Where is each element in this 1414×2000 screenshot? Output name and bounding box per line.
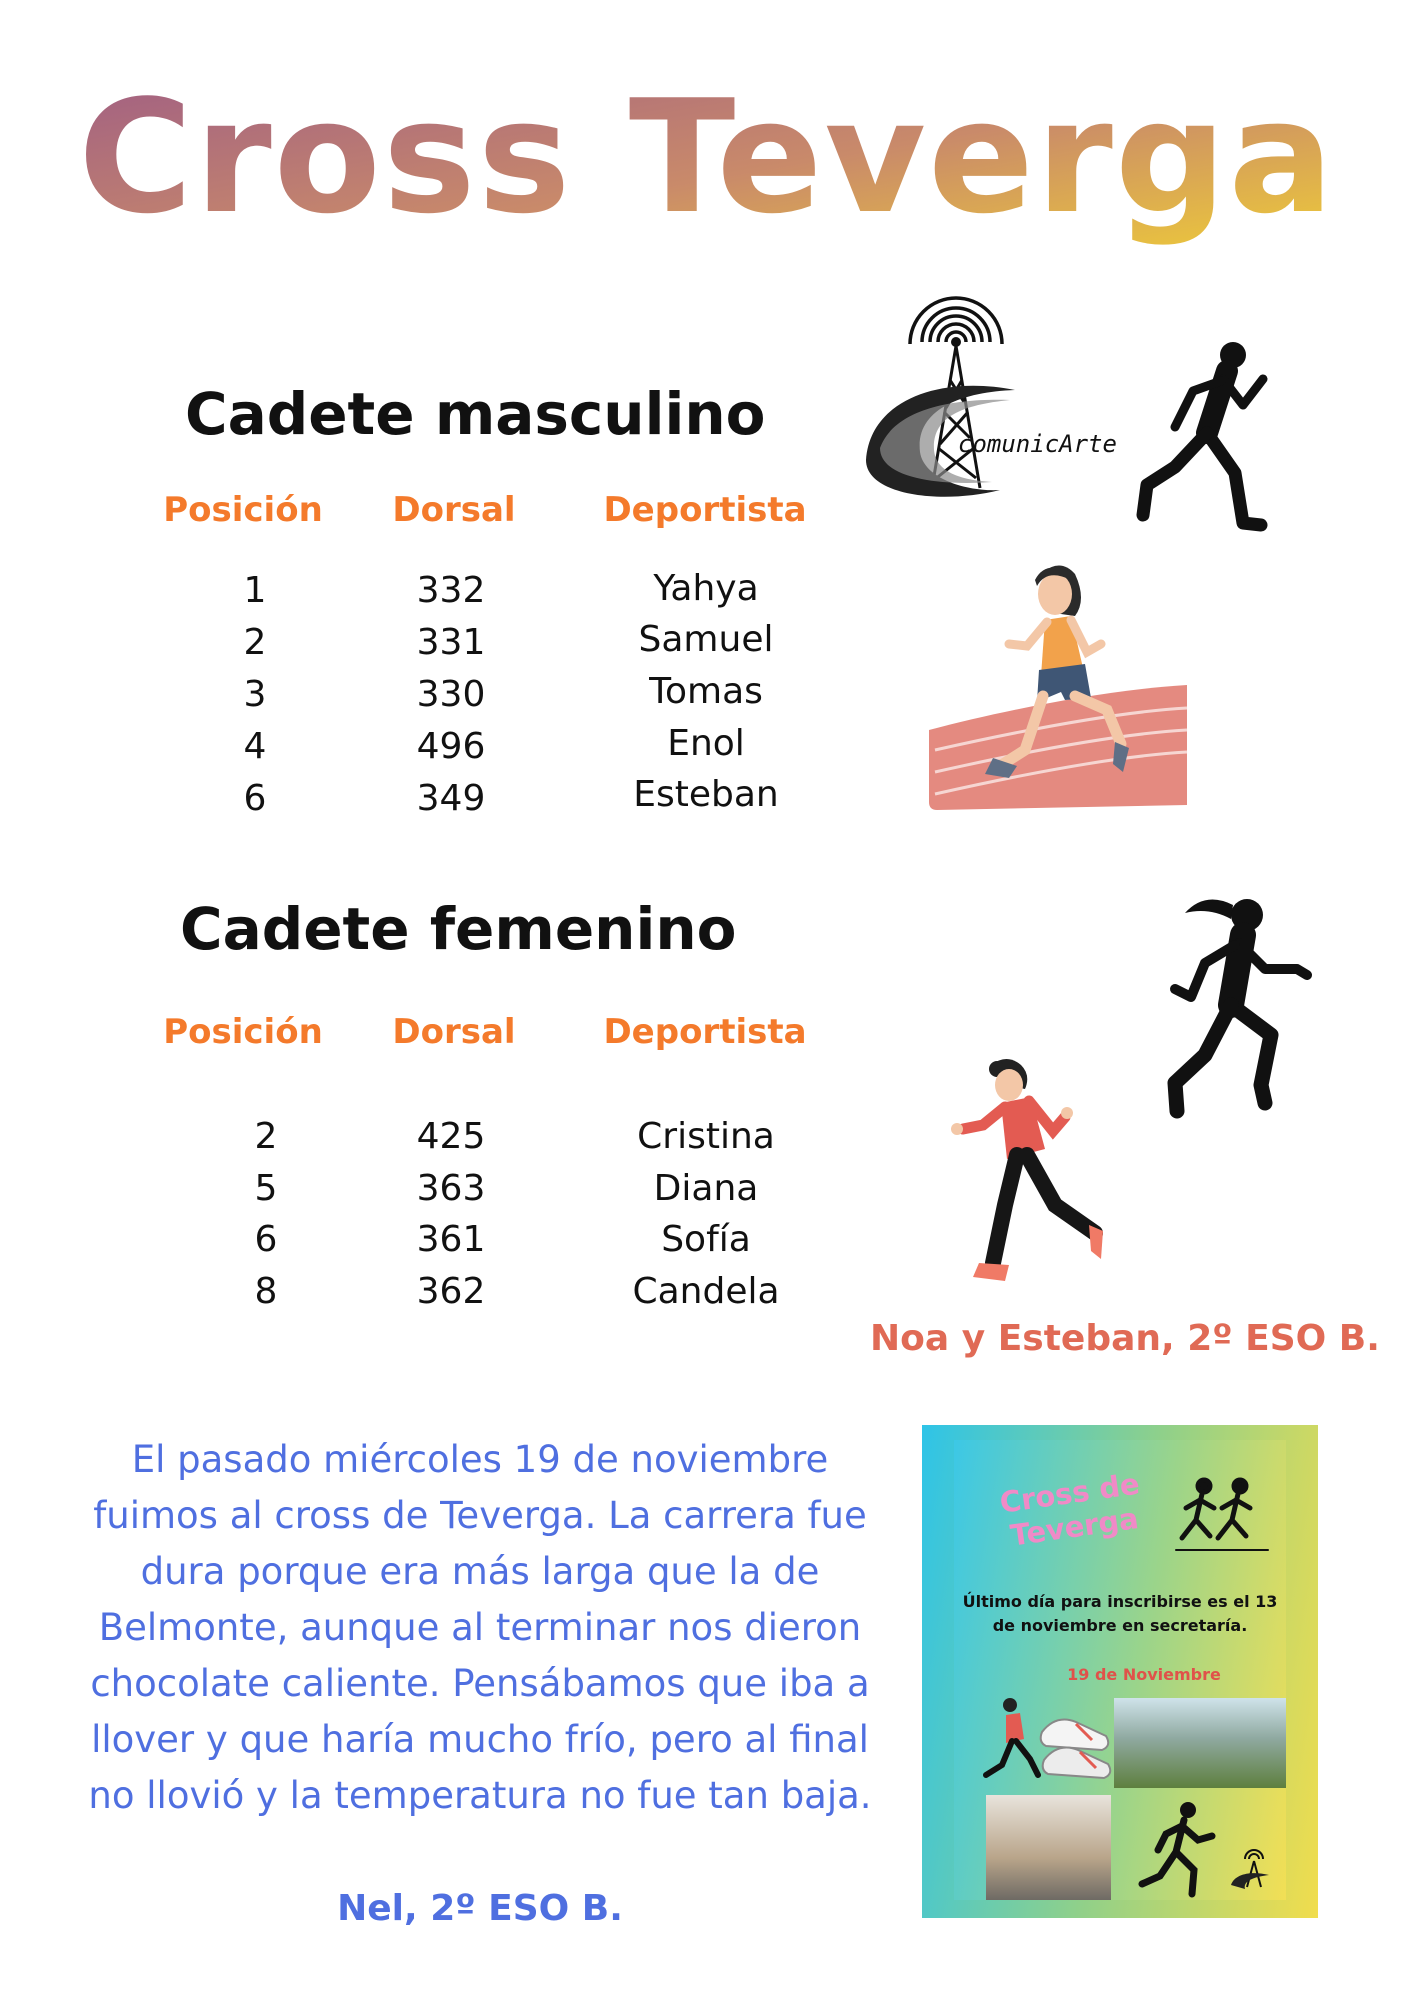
body-line: no llovió y la temperatura no fue tan baja. bbox=[88, 1774, 872, 1817]
body-line: chocolate caliente. Pensábamos que iba a bbox=[90, 1662, 870, 1705]
poster-date: 19 de Noviembre bbox=[1067, 1665, 1221, 1684]
cell-athlete: Yahya bbox=[653, 568, 759, 609]
body-line: fuimos al cross de Teverga. La carrera fue bbox=[93, 1494, 867, 1537]
cell-athlete: Esteban bbox=[633, 774, 779, 815]
poster-card bbox=[954, 1440, 1286, 1900]
cell-position: 1 bbox=[243, 570, 267, 611]
cell-dorsal: 496 bbox=[416, 726, 486, 767]
cell-dorsal: 425 bbox=[416, 1116, 486, 1157]
body-line: El pasado miércoles 19 de noviembre bbox=[131, 1438, 829, 1481]
header-posicion: Posición bbox=[163, 490, 323, 530]
radio-tower-logo bbox=[860, 280, 1120, 520]
signature: Nel, 2º ESO B. bbox=[337, 1888, 623, 1929]
logo-text: comunicArte bbox=[958, 430, 1117, 458]
cell-dorsal: 331 bbox=[416, 622, 486, 663]
track-icon bbox=[929, 685, 1187, 810]
cell-athlete: Candela bbox=[632, 1271, 780, 1312]
page-title: Cross Teverga bbox=[0, 62, 1414, 252]
event-poster bbox=[922, 1425, 1318, 1918]
cell-dorsal: 330 bbox=[416, 674, 486, 715]
cell-athlete: Sofía bbox=[661, 1219, 751, 1260]
body-line: dura porque era más larga que la de bbox=[140, 1550, 820, 1593]
poster-runners-icon bbox=[1174, 1476, 1270, 1556]
sneakers-icon bbox=[1036, 1702, 1116, 1782]
cell-athlete: Cristina bbox=[637, 1116, 775, 1157]
header-posicion: Posición bbox=[163, 1012, 323, 1052]
cell-dorsal: 363 bbox=[416, 1168, 486, 1209]
poster-runner-silhouette-icon bbox=[1132, 1800, 1222, 1900]
cell-athlete: Diana bbox=[653, 1168, 759, 1209]
running-woman-illustration bbox=[935, 1055, 1115, 1295]
cell-position: 4 bbox=[243, 726, 267, 767]
runner-silhouette-icon bbox=[1135, 335, 1280, 535]
poster-mountain-photo bbox=[1114, 1698, 1286, 1788]
poster-title: Cross de Teverga bbox=[997, 1466, 1142, 1553]
section-title-masculino: Cadete masculino bbox=[185, 380, 766, 448]
cell-athlete: Enol bbox=[667, 723, 745, 764]
cell-dorsal: 349 bbox=[416, 778, 486, 819]
cell-athlete: Tomas bbox=[649, 671, 763, 712]
poster-logo-icon bbox=[1229, 1845, 1279, 1895]
poster-info: Último día para inscribirse es el 13 de noviembre en secretaría. bbox=[962, 1592, 1278, 1635]
section-title-femenino: Cadete femenino bbox=[180, 895, 737, 963]
cell-position: 3 bbox=[243, 674, 267, 715]
header-deportista: Deportista bbox=[603, 1012, 807, 1052]
cell-position: 8 bbox=[254, 1271, 278, 1312]
cell-position: 5 bbox=[254, 1168, 278, 1209]
credit-top: Noa y Esteban, 2º ESO B. bbox=[870, 1318, 1380, 1359]
header-deportista: Deportista bbox=[603, 490, 807, 530]
poster-street-photo bbox=[986, 1795, 1111, 1900]
cell-position: 2 bbox=[254, 1116, 278, 1157]
body-line: llover y que haría mucho frío, pero al final bbox=[91, 1718, 869, 1761]
header-dorsal: Dorsal bbox=[392, 490, 516, 530]
running-woman-silhouette-icon bbox=[1135, 885, 1320, 1130]
cell-dorsal: 332 bbox=[416, 570, 486, 611]
body-line: Belmonte, aunque al terminar nos dieron bbox=[98, 1606, 862, 1649]
cell-position: 2 bbox=[243, 622, 267, 663]
cell-athlete: Samuel bbox=[638, 619, 774, 660]
cell-position: 6 bbox=[243, 778, 267, 819]
cell-dorsal: 362 bbox=[416, 1271, 486, 1312]
header-dorsal: Dorsal bbox=[392, 1012, 516, 1052]
female-runner-illustration bbox=[925, 560, 1195, 820]
cell-position: 6 bbox=[254, 1219, 278, 1260]
article-body bbox=[70, 1432, 890, 1824]
cell-dorsal: 361 bbox=[416, 1219, 486, 1260]
